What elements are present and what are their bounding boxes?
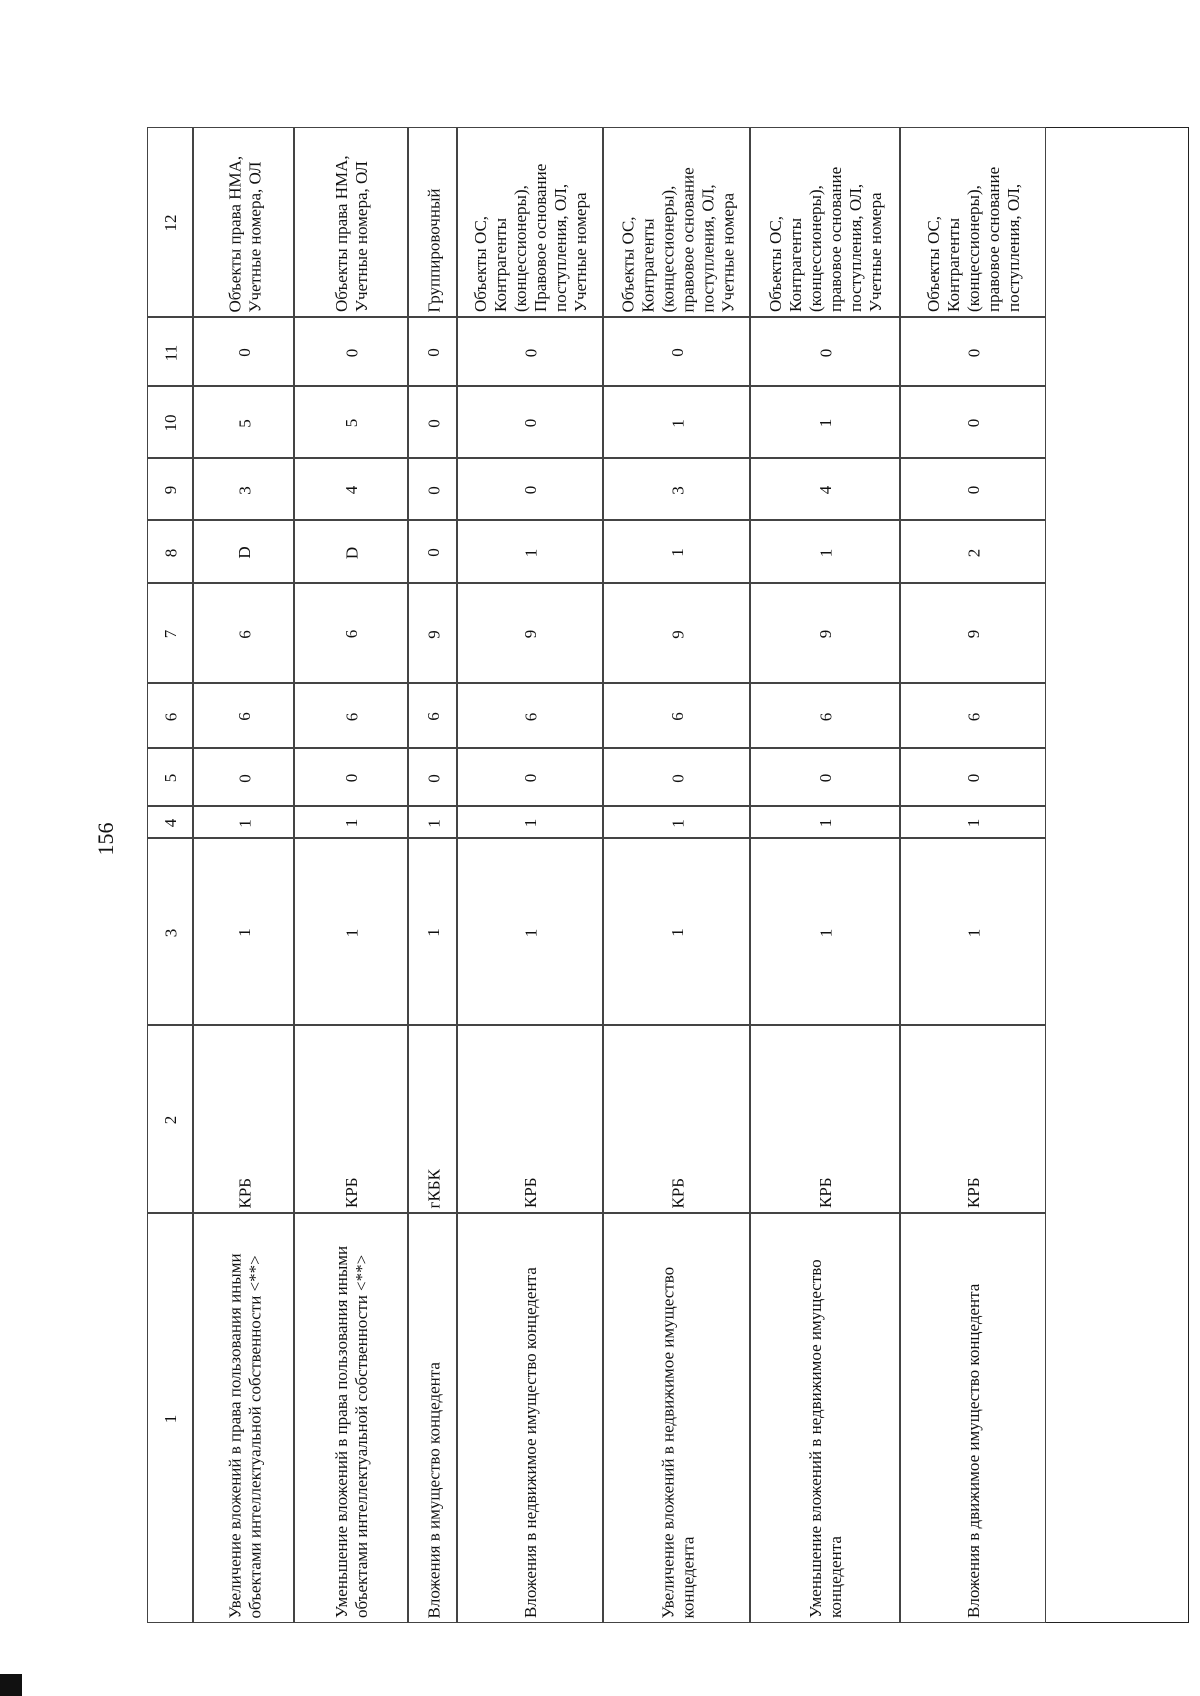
header-cell (147, 127, 193, 317)
table-cell (457, 317, 603, 386)
table-cell (457, 1213, 603, 1623)
table-cell (193, 748, 294, 806)
table-cell-text: 1 (667, 928, 687, 937)
table-cell-text: Объекты права НМА, Учетные номера, ОЛ (224, 155, 264, 312)
header-cell (147, 683, 193, 748)
table-cell-text: 0 (423, 548, 443, 557)
table-cell (294, 386, 408, 458)
table-cell (408, 1213, 457, 1623)
table-cell-text: 0 (423, 418, 443, 428)
header-cell (147, 806, 193, 838)
table-cell-text: 1 (964, 928, 983, 937)
data-grid (147, 127, 1189, 1623)
table-cell-text: Объекты ОС, Контрагенты (концессионеры), правовое основание поступления, ОЛ, (924, 166, 1023, 312)
table-cell-text: 0 (342, 773, 361, 783)
header-cell (147, 458, 193, 520)
table-cell (750, 386, 900, 458)
table-cell (603, 520, 750, 583)
table-cell-text: 6 (342, 629, 361, 639)
table-cell (900, 386, 1046, 458)
table-cell-text: 4 (342, 485, 361, 495)
header-cell-text: 10 (161, 414, 180, 432)
table-cell (193, 583, 294, 683)
table-cell-text: КРБ (667, 1177, 687, 1208)
header-cell (147, 838, 193, 1025)
table-cell-text: Увеличение вложений в права пользования иными объектами интеллектуальной собственности <**> (224, 1252, 264, 1618)
header-cell-text: 5 (161, 773, 180, 783)
table-cell (750, 748, 900, 806)
table-cell-text: Вложения в движимое имущество концедента (964, 1283, 983, 1618)
table-cell (294, 127, 408, 317)
table-cell-text: Уменьшение вложений в права пользования иными объектами интеллектуальной собственности <**> (332, 1245, 371, 1618)
table-cell (603, 838, 750, 1025)
table-cell-text: 0 (423, 773, 443, 783)
table-cell-text: 1 (667, 418, 687, 428)
header-cell (147, 748, 193, 806)
table-cell-text: 0 (423, 485, 443, 495)
table-cell-text: 5 (234, 418, 254, 428)
table-cell-text: 1 (423, 928, 443, 937)
table-cell (193, 520, 294, 583)
table-cell (408, 458, 457, 520)
table-cell (193, 838, 294, 1025)
table-cell (193, 386, 294, 458)
table-cell-text: 0 (816, 773, 835, 783)
table-cell (750, 458, 900, 520)
table-cell-text: 3 (667, 485, 687, 495)
table-cell-text: 1 (964, 818, 983, 828)
table-cell (603, 317, 750, 386)
table-cell-text: Группировочный (423, 188, 443, 312)
table-cell-text: 0 (234, 773, 254, 783)
table-cell (193, 127, 294, 317)
table-cell-text: 1 (342, 818, 361, 828)
table-cell (294, 520, 408, 583)
table-cell (750, 127, 900, 317)
table-cell-text: Объекты ОС, Контрагенты (концессионеры), правовое основание поступления, ОЛ, Учетные номера (617, 166, 737, 312)
table-cell-text: Уменьшение вложений в недвижимое имущество концедента (806, 1259, 845, 1618)
table-cell (900, 458, 1046, 520)
table-cell (900, 1213, 1046, 1623)
table-cell-text: 0 (521, 348, 540, 357)
table-cell (408, 683, 457, 748)
table-cell-text: 0 (521, 418, 540, 428)
table-cell (408, 127, 457, 317)
table-cell-text: Вложения в имущество концедента (423, 1361, 443, 1618)
table-cell (294, 1025, 408, 1213)
table-cell (294, 838, 408, 1025)
table-cell-text: 0 (667, 348, 687, 357)
table-cell-text: 5 (342, 418, 361, 428)
table-cell (457, 386, 603, 458)
table-cell (603, 458, 750, 520)
table-cell-text: 6 (234, 629, 254, 639)
table-cell (603, 386, 750, 458)
header-cell-text: 3 (161, 928, 180, 937)
table-cell (603, 127, 750, 317)
table-cell-text: Увеличение вложений в недвижимое имущество концедента (657, 1266, 697, 1618)
table-cell (193, 1025, 294, 1213)
table-cell (457, 838, 603, 1025)
table-cell-text: КРБ (964, 1177, 983, 1208)
header-cell-text: 2 (161, 1115, 180, 1125)
table-cell (193, 458, 294, 520)
page-number: 156 (93, 822, 118, 856)
table-cell-text: 2 (964, 548, 983, 557)
table-cell-text: Объекты ОС, Контрагенты (концессионеры), правовое основание поступления, ОЛ, Учетные номера (766, 166, 885, 312)
table-cell (457, 748, 603, 806)
table-cell-text: 0 (964, 485, 983, 495)
table-cell-text: 4 (816, 485, 835, 495)
table-cell (750, 1025, 900, 1213)
table-cell-text: 1 (234, 818, 254, 828)
table-cell-text: D (234, 546, 254, 559)
table-cell-text: КРБ (521, 1177, 540, 1208)
table-cell-text: КРБ (234, 1177, 254, 1208)
table-cell (408, 317, 457, 386)
table-cell-text: 1 (423, 818, 443, 828)
table-cell (408, 1025, 457, 1213)
table-cell (294, 583, 408, 683)
header-cell (147, 386, 193, 458)
table-cell-text: гКБК (423, 1168, 443, 1208)
table-cell-text: 3 (234, 485, 254, 495)
table-cell (193, 1213, 294, 1623)
header-cell-text: 4 (161, 818, 180, 828)
table-cell-text: 0 (342, 348, 361, 357)
table-cell (408, 748, 457, 806)
table-cell (603, 1213, 750, 1623)
table-cell (193, 317, 294, 386)
header-cell-text: 7 (161, 629, 180, 639)
table-cell-text: 9 (964, 629, 983, 639)
table-cell (408, 386, 457, 458)
header-cell (147, 1025, 193, 1213)
table-cell-text: 1 (521, 548, 540, 557)
table-cell (900, 806, 1046, 838)
header-cell-text: 11 (161, 344, 180, 361)
table-cell-text: 9 (667, 629, 687, 639)
table-cell-text: 6 (423, 712, 443, 721)
table-cell-text: 1 (521, 818, 540, 828)
table-cell (457, 806, 603, 838)
header-cell-text: 8 (161, 548, 180, 557)
table-cell-text: Объекты права НМА, Учетные номера, ОЛ (332, 155, 371, 312)
table-cell-text: 6 (342, 712, 361, 721)
table-cell (457, 683, 603, 748)
header-cell-text: 12 (161, 214, 180, 232)
table-cell (294, 683, 408, 748)
scan-mark (0, 1674, 22, 1696)
table-cell (408, 520, 457, 583)
table-cell-text: 0 (234, 348, 254, 357)
header-cell (147, 520, 193, 583)
table-cell-text: 9 (521, 629, 540, 639)
table-cell-text: 1 (521, 928, 540, 937)
table-cell-text: D (342, 546, 361, 559)
table-cell-text: 1 (816, 818, 835, 828)
header-cell-text: 9 (161, 485, 180, 495)
table-cell (457, 520, 603, 583)
table-cell (193, 683, 294, 748)
table-cell (603, 1025, 750, 1213)
table-cell-text: 0 (521, 485, 540, 495)
table-cell (900, 683, 1046, 748)
table-cell (603, 583, 750, 683)
table-cell (294, 748, 408, 806)
table-cell-text: 0 (521, 773, 540, 783)
table-cell (294, 806, 408, 838)
table-cell-text: 1 (816, 928, 835, 937)
table-cell-text: 1 (234, 928, 254, 937)
table-cell-text: 1 (667, 548, 687, 557)
table-cell (457, 1025, 603, 1213)
table-cell-text: 0 (423, 348, 443, 357)
table-cell-text: Вложения в недвижимое имущество концедента (521, 1267, 540, 1618)
table-cell (900, 520, 1046, 583)
table-cell-text: 9 (816, 629, 835, 639)
table-cell (457, 583, 603, 683)
table-cell-text: 0 (964, 348, 983, 357)
table-cell-text: 6 (964, 712, 983, 721)
table-cell (750, 583, 900, 683)
table-cell (408, 583, 457, 683)
table-cell-text: 1 (816, 418, 835, 428)
table-cell-text: 6 (816, 712, 835, 721)
table-cell-text: 1 (667, 818, 687, 828)
table-cell (603, 748, 750, 806)
table-cell (750, 520, 900, 583)
table-cell (750, 806, 900, 838)
table-cell (900, 748, 1046, 806)
table-cell (750, 317, 900, 386)
table-cell (603, 683, 750, 748)
table-cell (294, 458, 408, 520)
table-cell (603, 806, 750, 838)
table-cell-text: 0 (816, 348, 835, 357)
table-cell-text: 6 (521, 712, 540, 721)
table-cell (193, 806, 294, 838)
table-cell-text: 0 (964, 773, 983, 783)
table-cell-text: 1 (816, 548, 835, 557)
table-cell-text: 6 (234, 712, 254, 721)
header-cell (147, 317, 193, 386)
table-cell (900, 838, 1046, 1025)
table-cell (294, 1213, 408, 1623)
table-cell (900, 583, 1046, 683)
table-cell (457, 458, 603, 520)
table-cell (750, 838, 900, 1025)
header-cell-text: 1 (161, 1414, 180, 1424)
table-cell-text: КРБ (816, 1177, 835, 1208)
header-cell-text: 6 (161, 712, 180, 721)
table-cell-text: 1 (342, 928, 361, 937)
table-cell (750, 1213, 900, 1623)
table-cell (750, 683, 900, 748)
table-cell (900, 317, 1046, 386)
header-cell (147, 583, 193, 683)
table-cell (408, 838, 457, 1025)
table-cell-text: 0 (964, 418, 983, 428)
table-cell-text: 6 (667, 712, 687, 721)
table-cell-text: Объекты ОС, Контрагенты (концессионеры), Правовое основание поступления, ОЛ, Учетные номера (471, 163, 590, 312)
table-cell (457, 127, 603, 317)
table-cell (900, 127, 1046, 317)
table-cell-text: 0 (667, 773, 687, 783)
table-cell (294, 317, 408, 386)
table-cell-text: КРБ (342, 1177, 361, 1208)
header-cell (147, 1213, 193, 1623)
table-cell (408, 806, 457, 838)
table-cell (900, 1025, 1046, 1213)
table-cell-text: 9 (423, 629, 443, 639)
